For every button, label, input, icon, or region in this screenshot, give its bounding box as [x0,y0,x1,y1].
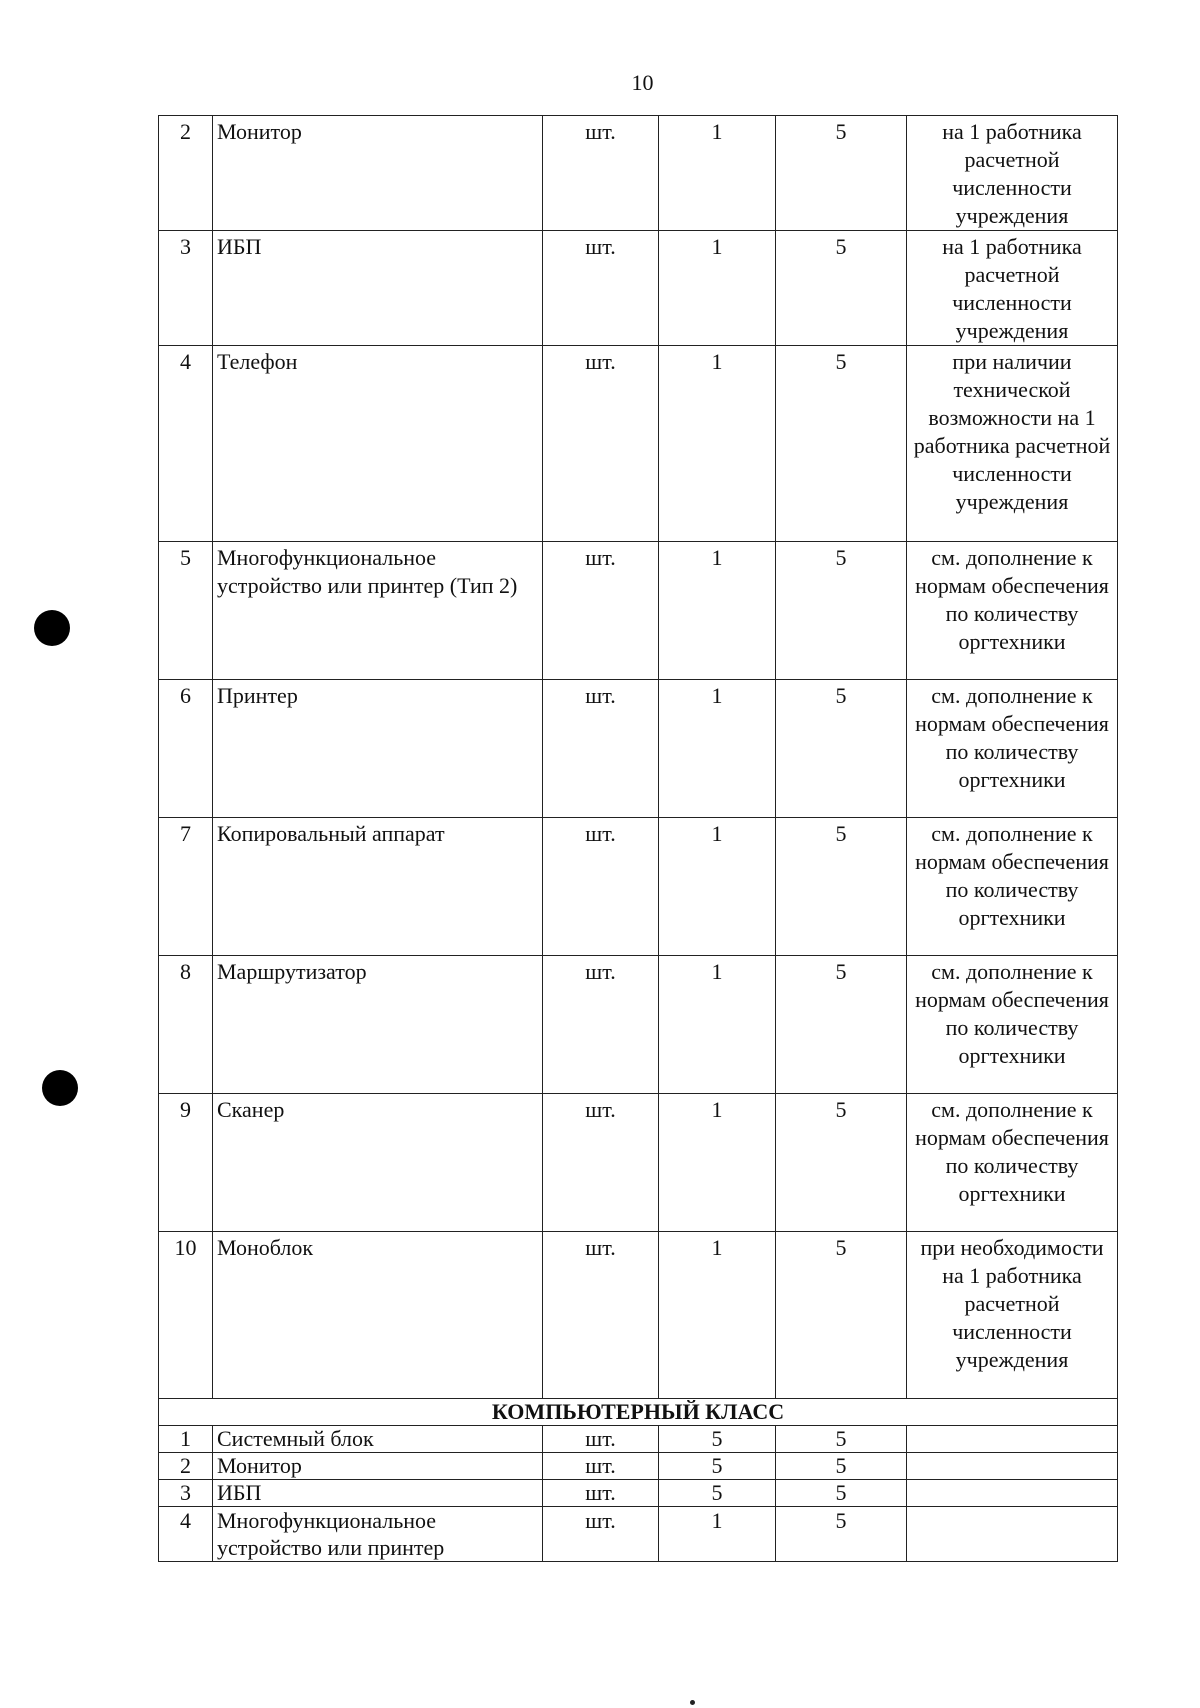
scan-speck [690,1700,695,1705]
service-term: 5 [776,1480,907,1507]
note [907,1426,1118,1453]
quantity: 5 [659,1426,776,1453]
item-name: Маршрутизатор [213,956,543,1094]
unit-of-measure: шт. [543,956,659,1094]
service-term: 5 [776,956,907,1094]
service-term: 5 [776,116,907,231]
quantity: 1 [659,542,776,680]
item-name: Монитор [213,116,543,231]
item-name: Сканер [213,1094,543,1232]
service-term: 5 [776,1426,907,1453]
row-number: 3 [159,231,213,346]
item-name: ИБП [213,1480,543,1507]
service-term: 5 [776,1507,907,1562]
table-row [159,1480,1118,1507]
service-term: 5 [776,231,907,346]
unit-of-measure: шт. [543,1507,659,1562]
table-row [159,818,1118,956]
table-row [159,542,1118,680]
note [907,1453,1118,1480]
service-term: 5 [776,1094,907,1232]
quantity: 1 [659,1232,776,1399]
note: см. дополнение к нормам обеспечения по количеству оргтехники [907,1094,1118,1232]
service-term: 5 [776,818,907,956]
quantity: 1 [659,346,776,542]
service-term: 5 [776,1232,907,1399]
table-row [159,231,1118,346]
row-number: 2 [159,1453,213,1480]
item-name: Телефон [213,346,543,542]
quantity: 1 [659,1507,776,1562]
unit-of-measure: шт. [543,680,659,818]
quantity: 5 [659,1453,776,1480]
service-term: 5 [776,346,907,542]
unit-of-measure: шт. [543,1426,659,1453]
item-name: ИБП [213,231,543,346]
note: при наличии технической возможности на 1 работника расчетной численности учреждения [907,346,1118,542]
row-number: 10 [159,1232,213,1399]
item-name: Многофункциональное устройство или принтер (Тип 2) [213,542,543,680]
row-number: 8 [159,956,213,1094]
unit-of-measure: шт. [543,1232,659,1399]
note [907,1507,1118,1562]
quantity: 1 [659,231,776,346]
item-name: Многофункциональное устройство или принтер [213,1507,543,1562]
service-term: 5 [776,542,907,680]
quantity: 1 [659,1094,776,1232]
row-number: 3 [159,1480,213,1507]
service-term: 5 [776,1453,907,1480]
note: см. дополнение к нормам обеспечения по количеству оргтехники [907,956,1118,1094]
table-row [159,1094,1118,1232]
page-number: 10 [631,70,654,95]
row-number: 4 [159,1507,213,1562]
table-row [159,1507,1118,1562]
row-number: 1 [159,1426,213,1453]
quantity: 1 [659,956,776,1094]
table-row [159,1426,1118,1453]
unit-of-measure: шт. [543,1480,659,1507]
punch-hole [34,610,70,646]
table-row [159,680,1118,818]
item-name: Моноблок [213,1232,543,1399]
section-header-row [159,1399,1118,1426]
item-name: Системный блок [213,1426,543,1453]
item-name: Монитор [213,1453,543,1480]
service-term: 5 [776,680,907,818]
punch-hole [42,1070,78,1106]
unit-of-measure: шт. [543,1453,659,1480]
row-number: 6 [159,680,213,818]
row-number: 9 [159,1094,213,1232]
table-row [159,1232,1118,1399]
quantity: 1 [659,116,776,231]
equipment-norms-table [158,115,1118,1562]
note: см. дополнение к нормам обеспечения по количеству оргтехники [907,542,1118,680]
item-name: Копировальный аппарат [213,818,543,956]
note: см. дополнение к нормам обеспечения по количеству оргтехники [907,680,1118,818]
note [907,1480,1118,1507]
row-number: 5 [159,542,213,680]
unit-of-measure: шт. [543,346,659,542]
row-number: 2 [159,116,213,231]
note: на 1 работника расчетной численности учреждения [907,116,1118,231]
table-row [159,956,1118,1094]
item-name: Принтер [213,680,543,818]
unit-of-measure: шт. [543,231,659,346]
table-row [159,116,1118,231]
quantity: 1 [659,818,776,956]
quantity: 1 [659,680,776,818]
table-row [159,346,1118,542]
unit-of-measure: шт. [543,818,659,956]
section-title: КОМПЬЮТЕРНЫЙ КЛАСС [159,1399,1118,1426]
unit-of-measure: шт. [543,1094,659,1232]
row-number: 4 [159,346,213,542]
unit-of-measure: шт. [543,116,659,231]
note: при необходимости на 1 работника расчетной численности учреждения [907,1232,1118,1399]
unit-of-measure: шт. [543,542,659,680]
note: на 1 работника расчетной численности учреждения [907,231,1118,346]
row-number: 7 [159,818,213,956]
note: см. дополнение к нормам обеспечения по количеству оргтехники [907,818,1118,956]
quantity: 5 [659,1480,776,1507]
table-row [159,1453,1118,1480]
